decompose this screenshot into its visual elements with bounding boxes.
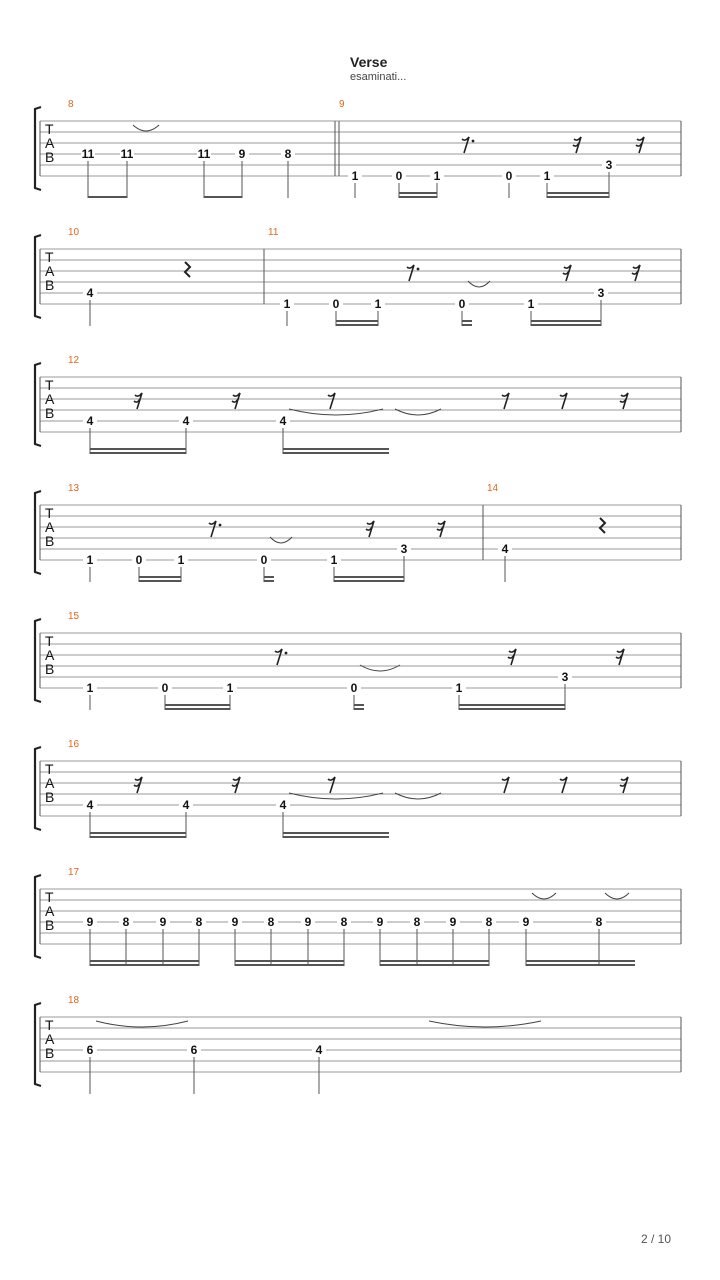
section-subtitle: esaminati... (350, 71, 407, 83)
measure-number: 13 (68, 483, 80, 494)
fret-number: 8 (122, 915, 130, 929)
beam (139, 576, 181, 578)
measure-number: 10 (68, 227, 80, 238)
fret-number: 1 (86, 681, 94, 695)
fret-number: 9 (449, 915, 457, 929)
fret-number: 1 (86, 553, 94, 567)
beam (283, 832, 389, 834)
measure-number: 17 (68, 867, 80, 878)
fret-number: 0 (135, 553, 143, 567)
eighth-rest (560, 393, 567, 409)
measure-number: 14 (487, 483, 499, 494)
tab-clef-letter: T (45, 761, 54, 777)
fret-number: 9 (304, 915, 312, 929)
tab-clef-letter: T (45, 889, 54, 905)
fret-number: 3 (605, 158, 613, 172)
beam (399, 196, 437, 198)
beam (380, 960, 489, 962)
fret-number: 8 (595, 915, 603, 929)
beam (90, 964, 199, 966)
measure-number: 11 (268, 227, 279, 238)
measure-number: 8 (68, 99, 74, 110)
beam (235, 964, 344, 966)
fret-number: 4 (86, 414, 94, 428)
page-number: 2 / 10 (641, 1232, 672, 1246)
fret-number: 4 (501, 542, 509, 556)
beam (283, 836, 389, 838)
beam (354, 708, 364, 710)
tab-clef-letter: B (45, 917, 55, 933)
beam (462, 320, 472, 322)
fret-number: 8 (413, 915, 421, 929)
fret-number: 1 (374, 297, 382, 311)
tab-clef-letter: A (45, 391, 55, 407)
beam (165, 704, 230, 706)
beam (547, 192, 609, 194)
fret-number: 1 (433, 169, 441, 183)
tab-clef-letter: T (45, 1017, 54, 1033)
tab-clef-letter: T (45, 121, 54, 137)
beam (90, 832, 186, 834)
rest-dot (417, 268, 420, 271)
beam (526, 960, 635, 962)
fret-number: 11 (197, 147, 211, 161)
quarter-rest (185, 262, 190, 277)
eighth-rest (328, 393, 335, 409)
measure-number: 16 (68, 739, 80, 750)
tab-clef-letter: B (45, 533, 55, 549)
tab-clef-letter: T (45, 633, 54, 649)
tab-clef-letter: A (45, 647, 55, 663)
measure-number: 18 (68, 995, 80, 1006)
fret-number: 9 (238, 147, 246, 161)
tie (605, 893, 629, 899)
beam (459, 704, 565, 706)
fret-number: 8 (284, 147, 292, 161)
fret-number: 3 (400, 542, 408, 556)
beam (90, 836, 186, 838)
tab-clef-letter: A (45, 519, 55, 535)
fret-number: 1 (226, 681, 234, 695)
fret-number: 3 (597, 286, 605, 300)
tab-clef-letter: T (45, 377, 54, 393)
fret-number: 0 (458, 297, 466, 311)
fret-number: 1 (455, 681, 463, 695)
beam (336, 320, 378, 322)
eighth-rest (328, 777, 335, 793)
rest-dot (219, 524, 222, 527)
fret-number: 4 (315, 1043, 323, 1057)
tie (96, 1021, 188, 1027)
fret-number: 1 (177, 553, 185, 567)
eighth-rest (560, 777, 567, 793)
beam (354, 704, 364, 706)
eighth-rest (502, 777, 509, 793)
fret-number: 11 (81, 147, 95, 161)
eighth-rest (502, 393, 509, 409)
fret-number: 4 (86, 798, 94, 812)
tab-clef-letter: B (45, 789, 55, 805)
beam (531, 324, 601, 326)
fret-number: 9 (522, 915, 530, 929)
beam (90, 448, 186, 450)
tab-clef-letter: A (45, 1031, 55, 1047)
fret-number: 8 (195, 915, 203, 929)
fret-number: 1 (543, 169, 551, 183)
tab-clef-letter: B (45, 661, 55, 677)
beam (336, 324, 378, 326)
fret-number: 0 (395, 169, 403, 183)
tab-clef-letter: T (45, 249, 54, 265)
beam (165, 708, 230, 710)
tie (133, 125, 159, 131)
beam (88, 196, 127, 198)
beam (235, 960, 344, 962)
fret-number: 6 (86, 1043, 94, 1057)
fret-number: 0 (332, 297, 340, 311)
fret-number: 4 (182, 414, 190, 428)
beam (531, 320, 601, 322)
fret-number: 8 (340, 915, 348, 929)
tie (532, 893, 556, 899)
fret-number: 1 (283, 297, 291, 311)
beam (90, 960, 199, 962)
fret-number: 0 (505, 169, 513, 183)
rest-dot (285, 652, 288, 655)
quarter-rest (600, 518, 605, 533)
beam (459, 708, 565, 710)
eighth-rest (275, 649, 282, 665)
fret-number: 6 (190, 1043, 198, 1057)
fret-number: 4 (182, 798, 190, 812)
beam (547, 196, 609, 198)
fret-number: 1 (351, 169, 359, 183)
tab-clef-letter: A (45, 775, 55, 791)
section-title: Verse (350, 54, 388, 70)
tab-clef-letter: A (45, 135, 55, 151)
beam (204, 196, 242, 198)
tab-clef-letter: B (45, 149, 55, 165)
tab-clef-letter: B (45, 277, 55, 293)
tab-clef-letter: T (45, 505, 54, 521)
fret-number: 11 (120, 147, 134, 161)
beam (334, 580, 404, 582)
eighth-rest (462, 137, 469, 153)
beam (90, 452, 186, 454)
beam (264, 580, 274, 582)
tab-clef-letter: B (45, 405, 55, 421)
beam (399, 192, 437, 194)
fret-number: 8 (485, 915, 493, 929)
beam (283, 448, 389, 450)
fret-number: 9 (86, 915, 94, 929)
measure-number: 12 (68, 355, 80, 366)
beam (526, 964, 635, 966)
fret-number: 4 (279, 414, 287, 428)
tab-clef-letter: A (45, 903, 55, 919)
beam (139, 580, 181, 582)
fret-number: 3 (561, 670, 569, 684)
beam (462, 324, 472, 326)
fret-number: 9 (376, 915, 384, 929)
fret-number: 1 (330, 553, 338, 567)
tie (429, 1021, 541, 1027)
fret-number: 0 (350, 681, 358, 695)
beam (380, 964, 489, 966)
fret-number: 1 (527, 297, 535, 311)
tab-clef-letter: B (45, 1045, 55, 1061)
fret-number: 8 (267, 915, 275, 929)
eighth-rest (407, 265, 414, 281)
beam (283, 452, 389, 454)
fret-number: 4 (86, 286, 94, 300)
measure-number: 15 (68, 611, 80, 622)
measure-number: 9 (339, 99, 345, 110)
beam (334, 576, 404, 578)
eighth-rest (209, 521, 216, 537)
fret-number: 4 (279, 798, 287, 812)
fret-number: 9 (231, 915, 239, 929)
fret-number: 0 (260, 553, 268, 567)
fret-number: 0 (161, 681, 169, 695)
tab-clef-letter: A (45, 263, 55, 279)
rest-dot (472, 140, 475, 143)
beam (264, 576, 274, 578)
fret-number: 9 (159, 915, 167, 929)
